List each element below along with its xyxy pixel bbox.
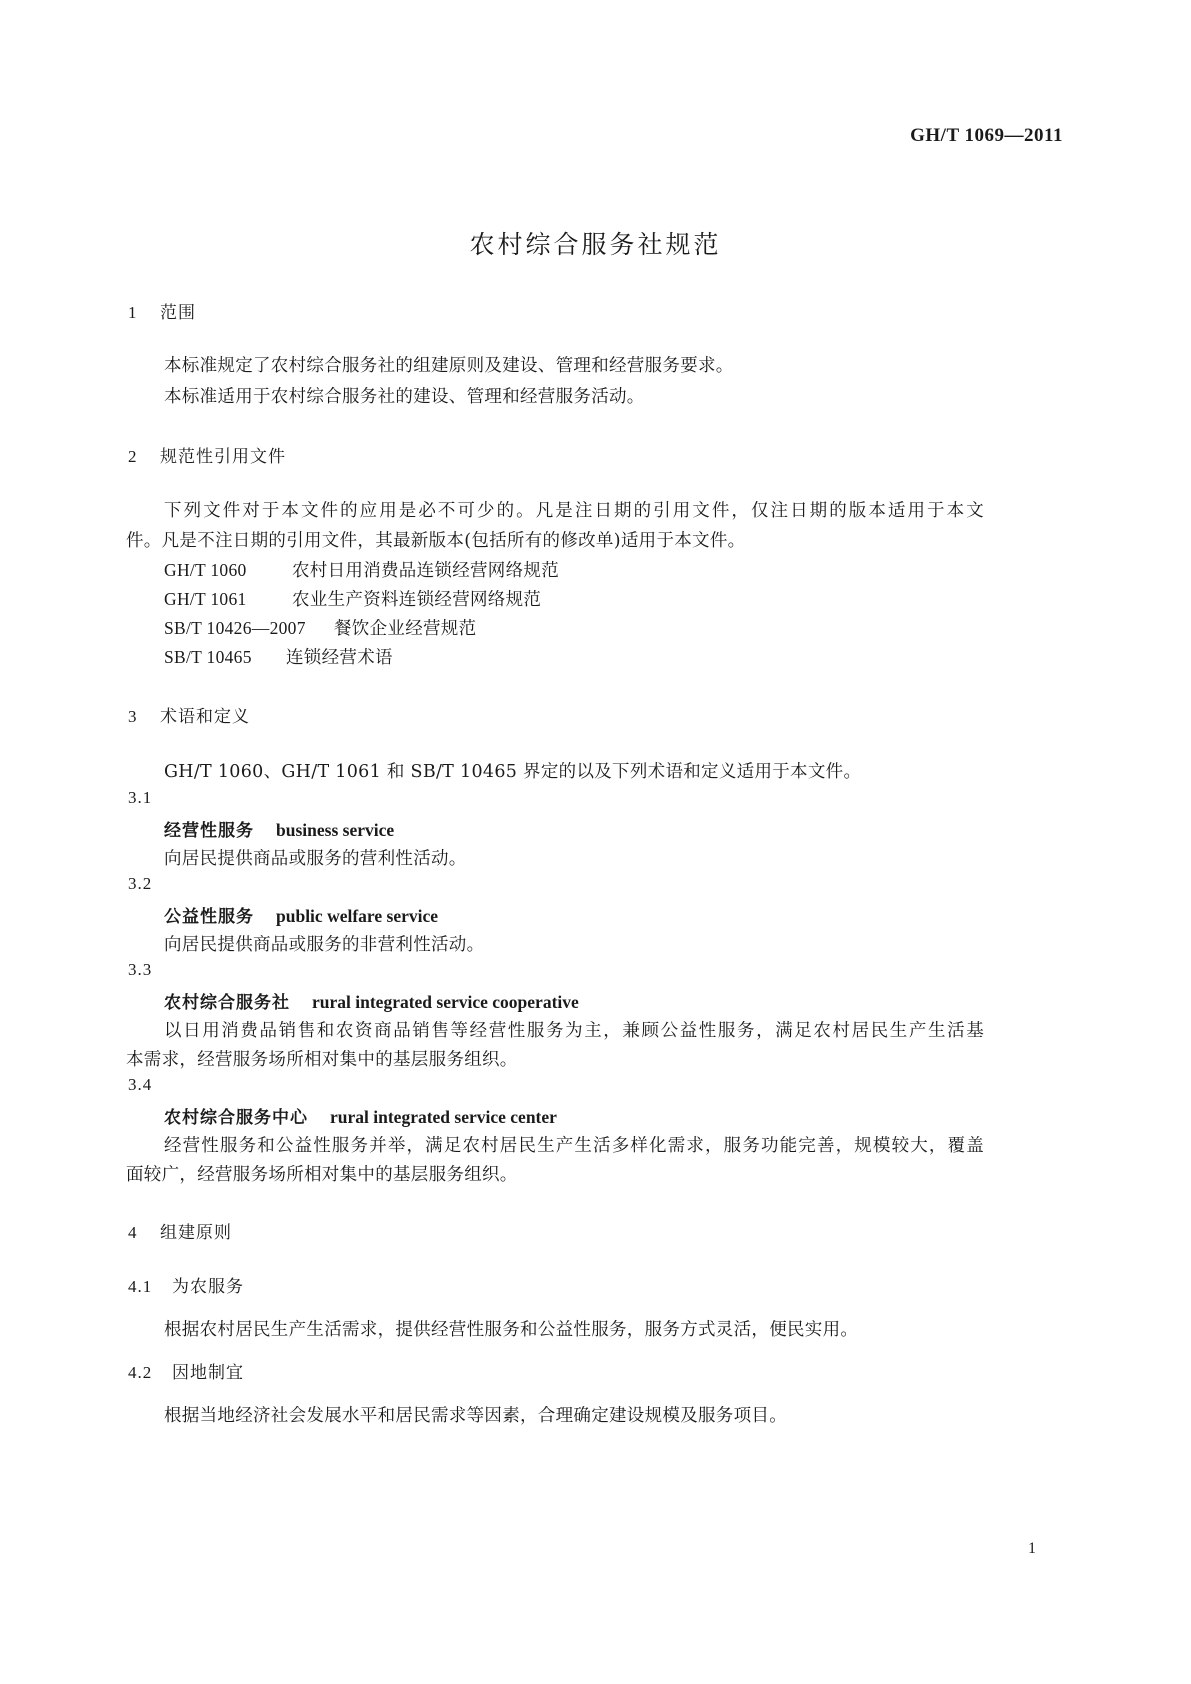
- reference-item: [164, 615, 476, 640]
- term-english: rural integrated service cooperative: [312, 992, 579, 1012]
- page-number: 1: [1028, 1540, 1036, 1557]
- standard-code: GH/T 1069—2011: [910, 125, 1063, 146]
- term-definition: 经营性服务和公益性服务并举，满足农村居民生产生活多样化需求，服务功能完善，规模较大，覆盖: [164, 1136, 984, 1156]
- section-4-heading: [128, 1218, 232, 1243]
- term-chinese: 农村综合服务中心: [164, 1108, 308, 1128]
- term-definition: 面较广，经营服务场所相对集中的基层服务组织。: [126, 1165, 518, 1185]
- term-number: 3.4: [128, 1075, 153, 1094]
- paragraph: GH/T 1060、GH/T 1061 和 SB/T 10465 界定的以及下列术语和定义适用于本文件。: [164, 762, 862, 782]
- term-entry: [164, 816, 394, 841]
- section-title: 组建原则: [160, 1223, 232, 1243]
- section-title: 范围: [160, 303, 196, 323]
- subsection-4-2-heading: [128, 1358, 244, 1383]
- term-chinese: 农村综合服务社: [164, 993, 290, 1013]
- subsection-4-1-heading: [128, 1272, 244, 1297]
- term-chinese: 公益性服务: [164, 907, 254, 927]
- reference-item: [164, 644, 393, 669]
- term-english: business service: [276, 820, 395, 840]
- term-entry: [164, 902, 438, 927]
- reference-title: 农村日用消费品连锁经营网络规范: [292, 561, 559, 581]
- section-number: 1: [128, 303, 138, 322]
- reference-code: SB/T 10465: [164, 647, 252, 667]
- term-definition: 本需求，经营服务场所相对集中的基层服务组织。: [126, 1050, 518, 1070]
- term-number: 3.1: [128, 788, 153, 807]
- term-english: public welfare service: [276, 906, 438, 926]
- subsection-title: 为农服务: [172, 1277, 244, 1297]
- paragraph: 根据农村居民生产生活需求，提供经营性服务和公益性服务，服务方式灵活，便民实用。: [164, 1320, 859, 1340]
- reference-code: GH/T 1061: [164, 589, 247, 609]
- section-number: 2: [128, 447, 138, 466]
- subsection-title: 因地制宜: [172, 1363, 244, 1383]
- term-entry: [164, 1103, 557, 1128]
- paragraph: 下列文件对于本文件的应用是必不可少的。凡是注日期的引用文件，仅注日期的版本适用于本文: [164, 501, 984, 521]
- paragraph: 根据当地经济社会发展水平和居民需求等因素，合理确定建设规模及服务项目。: [164, 1406, 787, 1426]
- reference-title: 农业生产资料连锁经营网络规范: [292, 590, 542, 610]
- section-number: 4: [128, 1223, 138, 1242]
- reference-code: SB/T 10426—2007: [164, 618, 306, 638]
- paragraph: 件。凡是不注日期的引用文件，其最新版本(包括所有的修改单)适用于本文件。: [126, 531, 746, 551]
- term-definition: 以日用消费品销售和农资商品销售等经营性服务为主，兼顾公益性服务，满足农村居民生产生活基: [164, 1021, 984, 1041]
- paragraph: 本标准规定了农村综合服务社的组建原则及建设、管理和经营服务要求。: [164, 356, 734, 376]
- section-number: 3: [128, 707, 138, 726]
- reference-item: [164, 586, 541, 611]
- section-title: 术语和定义: [160, 707, 250, 727]
- paragraph: 本标准适用于农村综合服务社的建设、管理和经营服务活动。: [164, 387, 645, 407]
- reference-item: [164, 557, 559, 582]
- term-chinese: 经营性服务: [164, 821, 254, 841]
- term-number: 3.2: [128, 874, 153, 893]
- section-1-heading: [128, 298, 196, 323]
- term-definition: 向居民提供商品或服务的非营利性活动。: [164, 935, 485, 955]
- reference-code: GH/T 1060: [164, 560, 247, 580]
- document-title: 农村综合服务社规范: [469, 230, 722, 259]
- reference-title: 连锁经营术语: [286, 648, 393, 668]
- term-definition: 向居民提供商品或服务的营利性活动。: [164, 849, 467, 869]
- reference-title: 餐饮企业经营规范: [334, 619, 477, 639]
- term-english: rural integrated service center: [330, 1107, 557, 1127]
- subsection-number: 4.1: [128, 1277, 153, 1296]
- section-title: 规范性引用文件: [160, 447, 286, 467]
- section-3-heading: [128, 702, 250, 727]
- term-number: 3.3: [128, 960, 153, 979]
- subsection-number: 4.2: [128, 1363, 153, 1382]
- section-2-heading: [128, 442, 286, 467]
- term-entry: [164, 988, 579, 1013]
